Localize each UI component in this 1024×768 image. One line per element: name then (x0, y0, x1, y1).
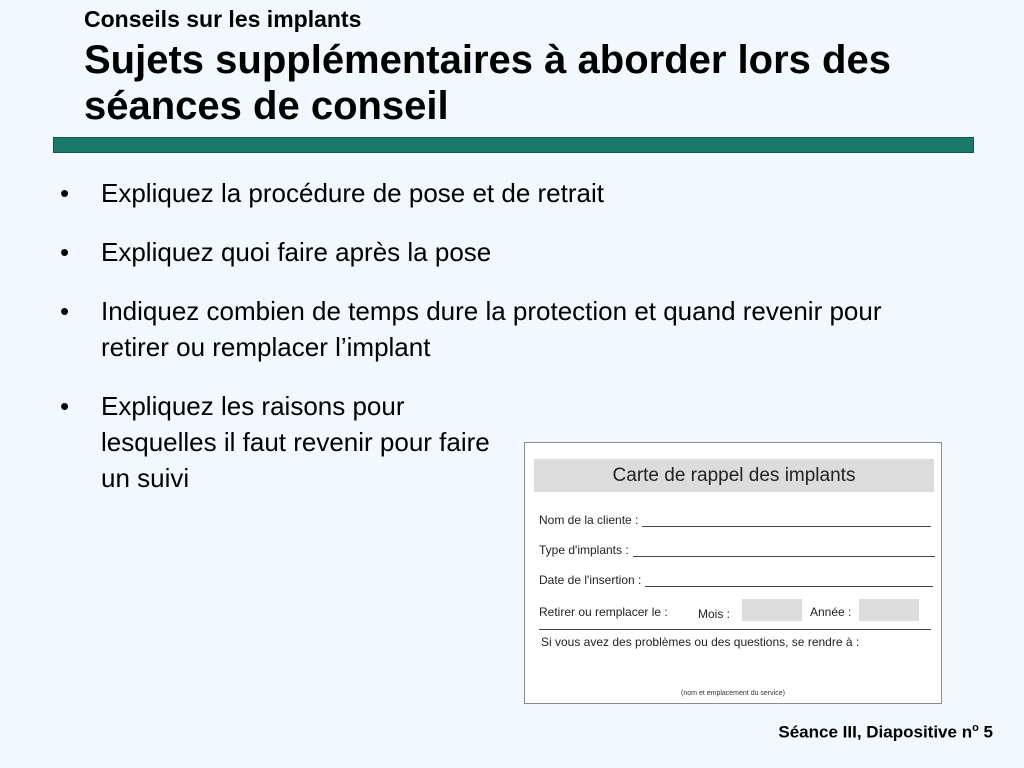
footer-superscript: o (972, 722, 979, 734)
problems-label: Si vous avez des problèmes ou des questions, se rendre à : (541, 635, 860, 649)
implant-type-line (633, 546, 935, 557)
bullet-item (60, 388, 521, 496)
bullet-item (60, 293, 900, 365)
title-rule (53, 137, 974, 153)
bullet-item (60, 234, 900, 270)
insertion-date-line (645, 576, 933, 587)
client-name-label: Nom de la cliente : (539, 513, 639, 527)
service-caption: (nom et emplacement du service) (681, 690, 785, 697)
footer-number: 5 (978, 722, 993, 742)
slide-footer (778, 722, 993, 743)
bullet-item (60, 175, 900, 211)
bullet-text: Expliquez les raisons pour lesquelles il faut revenir pour faire un suivi (101, 391, 490, 493)
slide-title: Sujets supplémentaires à aborder lors des séances de conseil (84, 38, 891, 128)
implant-type-label: Type d'implants : (539, 543, 629, 557)
card-separator (539, 629, 931, 630)
remove-replace-label: Retirer ou remplacer le : (539, 605, 668, 619)
implant-type-field (539, 543, 935, 557)
card-title: Carte de rappel des implants (534, 459, 934, 492)
bullet-dot: • (60, 237, 70, 267)
month-box (742, 599, 802, 621)
year-label: Année : (810, 605, 852, 619)
bullet-dot: • (60, 296, 70, 326)
bullet-text: Expliquez quoi faire après la pose (101, 237, 492, 267)
bullet-dot: • (60, 178, 70, 208)
client-name-line (642, 516, 931, 527)
month-label: Mois : (698, 607, 731, 621)
bullet-dot: • (60, 391, 70, 421)
footer-text: Séance III, Diapositive n (778, 722, 973, 742)
year-box (859, 599, 919, 621)
bullet-text: Expliquez la procédure de pose et de retrait (101, 178, 604, 208)
insertion-date-label: Date de l'insertion : (539, 573, 642, 587)
insertion-date-field (539, 573, 933, 587)
bullet-text: Indiquez combien de temps dure la protection et quand revenir pour retirer ou remplacer l’implant (101, 296, 882, 362)
slide-supertitle: Conseils sur les implants (84, 6, 362, 32)
client-name-field (539, 513, 931, 527)
implant-reminder-card (524, 442, 942, 704)
